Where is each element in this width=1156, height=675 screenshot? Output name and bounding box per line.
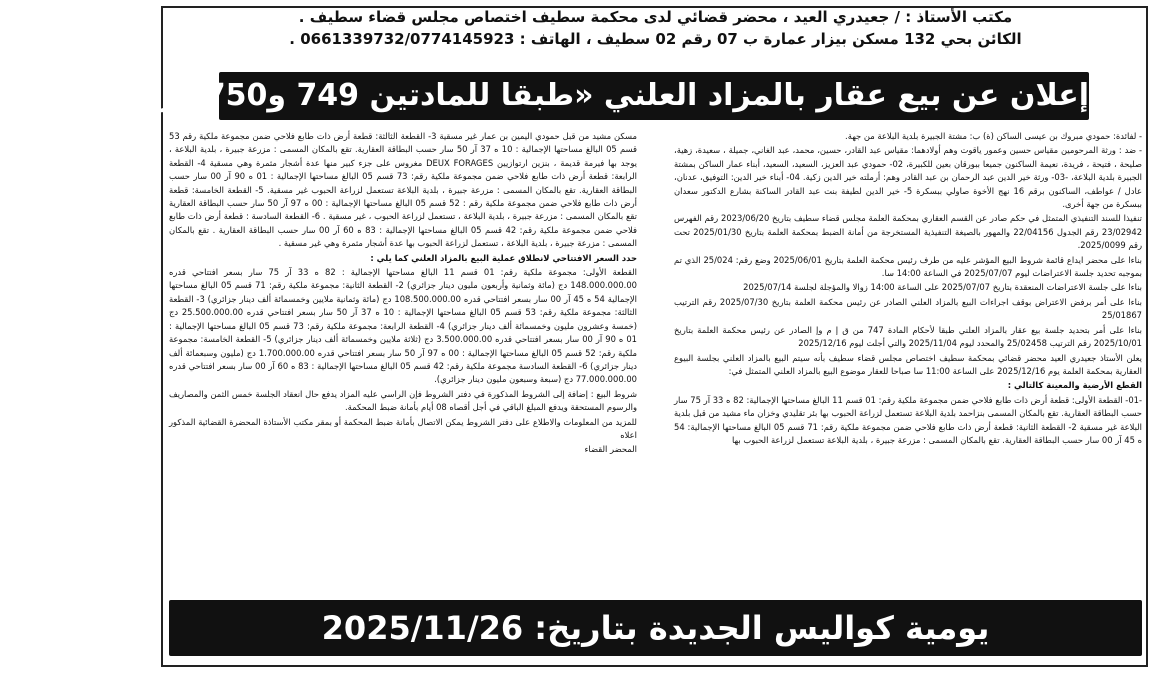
address-line: الكائن بحي 132 مسكن بيزار عمارة ب 07 رقم 02 سطيف ، الهاتف : 0661339732/0774145923 . bbox=[289, 30, 1022, 48]
newspaper-footer: يومية كواليس الجديدة بتاريخ: 2025/11/26 bbox=[169, 600, 1142, 656]
paragraph: القطع الأرضية والمعينة كالتالي : bbox=[1007, 380, 1142, 391]
right-column bbox=[674, 130, 1142, 590]
paragraph: تنفيذا للسند التنفيذي المتمثل في حكم صادر عن القسم العقاري بمحكمة العلمة مجلس قضاء سطيف بتاريخ 2023/06/20 رقم الفهرس 23/02942 رقم الجدول 22/04156 والمهور بالصيغة التنفيذية المستخرجة من أمانة الضبط بمحكمة العلمة بتاريخ 2025/01/30 تحت رقم 2025/0099. bbox=[674, 213, 1143, 251]
body-columns bbox=[169, 130, 1142, 590]
paragraph: مسكن مشيد من قبل حمودي اليمين بن عمار غير مسقية 3- القطعة الثالثة: قطعة أرض ذات طابع فلاحي ضمن مجموعة ملكية رقم 53 قسم 05 البالغ مساحتها الإجمالية : 10 ه 37 آر 50 سار حسب البطاقة العقارية. تقع بالمكان المسمى : مزرعة جبيرة ، بلدية البلاعة ، يوجد بها فيرمة قديمة ، بنزين ارتوازيين DEUX FORAGES مغروس على جزء كبير منها عدة أشجار مثمرة وهي مسقية 4- القطعة الرابعة: قطعة أرض ذات طابع فلاحي ضمن مجموعة ملكية رقم: 73 قسم 05 البالغ مساحتها الإجمالية : 01 ه 90 آر 00 سار حسب البطاقة العقارية. تقع بالمكان المسمى : مزرعة جبيرة ، بلدية البلاعة تستعمل لزراعة الحبوب غير مسقية. 5- القطعة الخامسة: قطعة أرض ذات طابع فلاحي ضمن مجموعة ملكية رقم : 52 قسم 05 البالغ مساحتها الإجمالية : 00 ه 97 آر 50 سار حسب البطاقة العقارية تقع بالمكان المسمى : مزرعة جبيرة ، بلدية البلاعة ، تستعمل لزراعة الحبوب ، غير مسقية . 6- القطعة السادسة : قطعة أرض ذات طابع فلاحي ضمن مجموعة ملكية رقم: 42 قسم 05 البالغ مساحتها الإجمالية : 83 ه 60 آر 00 سار حسب البطاقة العقارية . تقع بالمكان المسمى : مزرعة جبيرة ، بلدية البلاعة ، تستعمل لزراعة الحبوب بها عدة أشجار مثمرة وهي غير مسقية . bbox=[169, 131, 638, 249]
paragraph: بناءا على أمر برفض الاعتراض بوقف اجراءات البيع بالمزاد العلني الصادر عن رئيس محكمة العلمة بتاريخ 2025/07/30 رقم الترتيب 25/01867 bbox=[674, 296, 1142, 321]
paragraph: بناءا على أمر بتحديد جلسة بيع عقار بالمزاد العلني طبقا لأحكام المادة 747 من ق إ م وإ الصادر عن رئيس محكمة العلمة بتاريخ 2025/10/01 رقم الترتيب 25/02458 والمحدد ليوم 2025/11/04 والتي أجلت ليوم 2025/12/16 bbox=[674, 324, 1142, 349]
paragraph: للمزيد من المعلومات والاطلاع على دفتر الشروط يمكن الاتصال بأمانة ضبط المحكمة أو بمقر مكتب الأستاذة المحضرة القضائية المذكور اعلاه bbox=[169, 416, 637, 440]
paragraph: بناءا على محضر ايداع قائمة شروط البيع المؤشر عليه من طرف رئيس محكمة العلمة بتاريخ 2025/06/01 وضع رقم: 25/024 الذي تم بموجبه تحديد جلسة الاعتراضات ليوم 2025/07/07 في الساعة 14:00 سا. bbox=[674, 254, 1143, 279]
announcement-title: إعلان عن بيع عقار بالمزاد العلني «طبقا للمادتين 749 و750 من ق إ م وإ» bbox=[219, 72, 1089, 120]
paragraph: المحضر القضاء bbox=[584, 444, 637, 455]
left-column bbox=[169, 130, 637, 590]
paragraph: - ضد : ورثة المرحومين مقياس حسين وعمور ياقوت وهم أولادهما: مقياس عبد القادر، حسين، محمد، عبد الغاني، جميلة ، سعيدة، زهية، صليحة ، فتيحة ، فريدة، نعيمة الساكنون جميعا ببورقان بعين للكبيرة، 02- حمودي عبد العزيز، السعيد، السعيد، أبناء عمار الساكن بمشتة الجبيرة بلدية البلاعة، -03- ورثة خير الدين عبد الرحمان بن عبد القادر وهم: أرملته خير الدين زكية. 04- أبناء خير الدين: التوفيق، عدنان، عادل / عواطف، الساكنون برقم 16 نهج الأخوة صاولي ببسكرة 5- خير الدين لطيفة بنت عبد القادر الساكنة بشارع الدكتور سعدان ببسكرة من جهة أخرى. bbox=[674, 145, 1143, 210]
paragraph: بناءا على جلسة الاعتراضات المنعقدة بتاريخ 2025/07/07 على الساعة 14:00 زوالا والمؤجلة لجلسة 2025/07/14 bbox=[743, 282, 1142, 293]
office-line: مكتب الأستاذ : / جعيدري العيد ، محضر قضائي لدى محكمة سطيف اختصاص مجلس قضاء سطيف . bbox=[298, 8, 1013, 26]
letterhead bbox=[165, 6, 1146, 50]
paragraph: يعلن الأستاذ جعيدري العيد محضر قضائي بمحكمة سطيف اختصاص مجلس قضاء سطيف بأنه سيتم البيع بالمزاد العلني بجلسة البيوع العقارية بمحكمة العلمة يوم 2025/12/16 على الساعة 11:00 سا صباحا للعقار موضوع البيع بالمزاد العلني المتمثل في: bbox=[674, 352, 1142, 376]
paragraph: حدد السعر الافتتاحي لانطلاق عملية البيع بالمزاد العلني كما يلي : bbox=[370, 252, 637, 263]
paragraph: شروط البيع : إضافة إلى الشروط المذكورة في دفتر الشروط فإن الراسي عليه المزاد يدفع حال انعقاد الجلسة خمس الثمن والمصاريف والرسوم المستحقة ويدفع المبلغ الباقي في أجل أقصاه 08 أيام بأمانة ضبط المحكمة. bbox=[169, 388, 637, 413]
paragraph: القطعة الأولى: مجموعة ملكية رقم: 01 قسم 11 البالغ مساحتها الإجمالية : 82 ه 33 آر 75 سار بسعر افتتاحي قدره 148.000.000.00 دج (مائة وثمانية وأربعون مليون دينار جزائري) 2- القطعة الثانية: مجموعة ملكية رقم: 71 قسم 05 البالغ مساحتها الإجمالية 54 ه 45 آر 00 سار بسعر افتتاحي قدره 108.500.000.00 دج (مائة وثمانية ملايين وخمسمائة ألف دينار جزائري) 3- القطعة الثالثة: مجموعة ملكية رقم: 53 قسم 05 البالغ مساحتها الإجمالية : 10 ه 37 آر 50 سار بسعر افتتاحي قدره 25.500.000.00 دج (خمسة وعشرون مليون وخمسمائة ألف دينار جزائري) 4- القطعة الرابعة: مجموعة ملكية رقم: 73 قسم 05 البالغ مساحتها الإجمالية : 01 ه 90 آر 00 سار بسعر افتتاحي قدره 3.500.000.00 دج (ثلاثة ملايين وخمسمائة ألف دينار جزائري) 5- القطعة الخامسة: مجموعة ملكية رقم: 52 قسم 05 البالغ مساحتها الإجمالية : 00 ه 97 آر 50 سار بسعر افتتاحي قدره 1.700.000.00 دج (مليون وسبعمائة ألف دينار جزائري) 6- القطعة السادسة مجموعة ملكية رقم: 42 قسم 05 البالغ مساحتها الإجمالية : 83 ه 60 آر 00 سار بسعر افتتاحي قدره 77.000.000.00 دج (سبعة وسبعون مليون دينار جزائري). bbox=[169, 267, 638, 385]
paragraph: -01- القطعة الأولى: قطعة أرض ذات طابع فلاحي ضمن مجموعة ملكية رقم: 01 قسم 11 البالغ مساحتها الإجمالية: 82 ه 33 آر 75 سار حسب البطاقة العقارية. تقع بالمكان المسمى بنزاحمد بلدية البلاعة تستعمل لزراعة الحبوب بها بئر تقليدي وخزان ماء مشيد من قبل بلدية البلاعة غير مسقية 2- القطعة الثانية: قطعة أرض ذات طابع فلاحي ضمن مجموعة ملكية رقم: 71 قسم 05 البالغ مساحتها الإجمالية: 54 ه 45 آر 00 سار حسب البطاقة العقارية. تقع بالمكان المسمى : مزرعة جبيرة ، بلدية البلاعة تستعمل لزراعة الحبوب بها bbox=[674, 394, 1143, 445]
paragraph: - لفائدة: حمودي مبروك بن عيسى الساكن (ة) ب: مشتة الجبيرة بلدية البلاعة من جهة. bbox=[845, 131, 1142, 141]
